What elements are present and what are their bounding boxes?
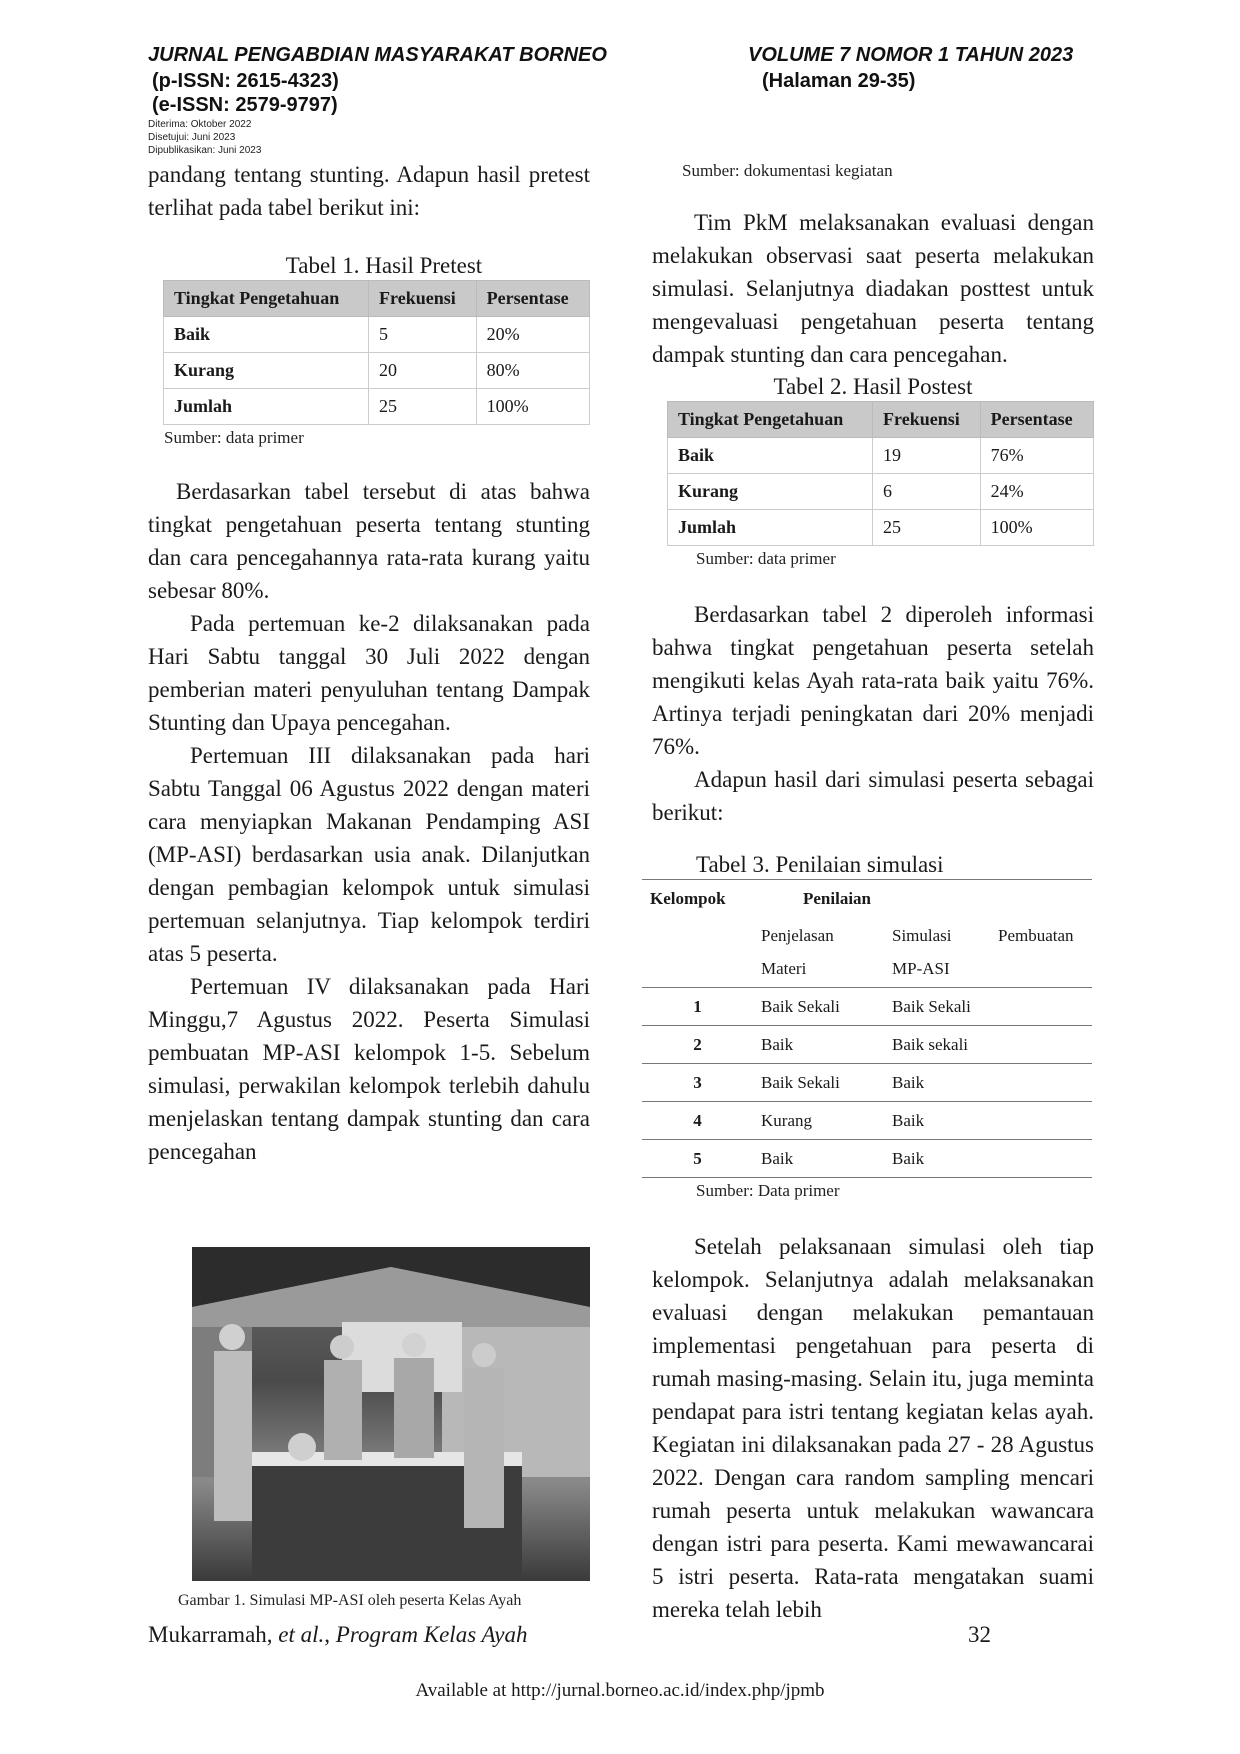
page-range: (Halaman 29-35) <box>762 70 916 92</box>
table-cell: 80% <box>476 353 589 389</box>
paragraph: Tim PkM melaksanakan evaluasi dengan melakukan observasi saat peserta melakukan simulasi. Selanjutnya diadakan posttest untuk mengevaluasi pengetahuan peserta tentang dampak stunting dan cara pencegahan. <box>652 210 1094 367</box>
table-cell: 20% <box>476 317 589 353</box>
table2-source: Sumber: data primer <box>696 549 836 568</box>
table2 <box>667 401 1094 546</box>
table-cell: 19 <box>873 438 981 474</box>
table2-caption: Tabel 2. Hasil Postest <box>773 374 973 399</box>
article-dates <box>148 118 261 157</box>
table3 <box>642 879 1092 1178</box>
table-row <box>668 510 1094 546</box>
table-cell: 1 <box>642 988 753 1026</box>
table-row <box>642 1102 1092 1140</box>
table-cell: Baik <box>753 1026 884 1064</box>
left-column <box>148 158 590 1168</box>
e-issn: (e-ISSN: 2579-9797) <box>152 94 338 116</box>
table-cell: Baik <box>668 438 873 474</box>
table-cell: 100% <box>980 510 1093 546</box>
table-cell: Kurang <box>164 353 369 389</box>
activity-photo <box>192 1247 590 1581</box>
table-cell: Baik <box>884 1102 1092 1140</box>
paragraph: Pertemuan IV dilaksanakan pada Hari Minggu,7 Agustus 2022. Peserta Simulasi pembuatan MP-ASI kelompok 1-5. Sebelum simulasi, perwakilan kelompok terlebih dahulu menjelaskan tentang dampak stunting dan cara pencegahan <box>148 974 590 1164</box>
table3-subheader: Pembuatan <box>990 917 1092 988</box>
table1-header: Persentase <box>476 281 589 317</box>
table1 <box>163 280 590 425</box>
paragraph: Berdasarkan tabel 2 diperoleh informasi bahwa tingkat pengetahuan peserta setelah mengikuti kelas Ayah rata-rata baik yaitu 76%. Artinya terjadi peningkatan dari 20% menjadi 76%. <box>652 602 1094 759</box>
paragraph: pandang tentang stunting. Adapun hasil pretest terlihat pada tabel berikut ini: <box>148 162 590 220</box>
table-row <box>164 317 590 353</box>
photo-illustration <box>192 1247 590 1581</box>
table-cell: Jumlah <box>668 510 873 546</box>
table-cell: Baik <box>884 1064 1092 1102</box>
journal-title: JURNAL PENGABDIAN MASYARAKAT BORNEO <box>148 44 607 66</box>
table-cell: 5 <box>642 1140 753 1178</box>
table1-header: Frekuensi <box>369 281 477 317</box>
table2-header: Tingkat Pengetahuan <box>668 402 873 438</box>
table-row <box>642 1064 1092 1102</box>
figure-caption: Gambar 1. Simulasi MP-ASI oleh peserta Kelas Ayah <box>178 1592 522 1609</box>
table-row <box>164 353 590 389</box>
footer-etal: et al. <box>278 1622 325 1647</box>
table-cell: 25 <box>873 510 981 546</box>
table-cell: 6 <box>873 474 981 510</box>
table-cell: Baik <box>884 1140 1092 1178</box>
table-cell: 100% <box>476 389 589 425</box>
running-footer <box>148 1622 527 1648</box>
paragraph: Pada pertemuan ke-2 dilaksanakan pada Hari Sabtu tanggal 30 Juli 2022 dengan pemberian materi penyuluhan tentang Dampak Stunting dan Upaya pencegahan. <box>148 611 590 735</box>
table-cell: Baik Sekali <box>753 1064 884 1102</box>
paragraph: Pertemuan III dilaksanakan pada hari Sabtu Tanggal 06 Agustus 2022 dengan materi cara menyiapkan Makanan Pendamping ASI (MP-ASI) berdasarkan usia anak. Dilanjutkan dengan pembagian kelompok untuk simulasi pertemuan selanjutnya. Tiap kelompok terdiri atas 5 peserta. <box>148 743 590 966</box>
table3-header: Penilaian <box>753 880 1092 918</box>
table1-header: Tingkat Pengetahuan <box>164 281 369 317</box>
table3-header: Kelompok <box>642 880 753 918</box>
table-cell: 20 <box>369 353 477 389</box>
table1-caption: Tabel 1. Hasil Pretest <box>285 253 483 278</box>
paragraph: Setelah pelaksanaan simulasi oleh tiap kelompok. Selanjutnya adalah melaksanakan evaluasi dengan melakukan pemantauan implementasi pengetahuan para peserta di rumah masing-masing. Selain itu, juga meminta pendapat para istri tentang kegiatan kelas ayah. Kegiatan ini dilaksanakan pada 27 - 28 Agustus 2022. Dengan cara random sampling mencari rumah peserta untuk melakukan wawancara dengan istri para peserta. Kami mewawancarai 5 istri peserta. Rata-rata mengatakan suami mereka telah lebih <box>652 1234 1094 1622</box>
received-date: Diterima: Oktober 2022 <box>148 119 252 130</box>
availability-url: Available at http://jurnal.borneo.ac.id/index.php/jpmb <box>415 1680 825 1701</box>
table-cell: 3 <box>642 1064 753 1102</box>
table-row <box>668 474 1094 510</box>
table-cell: Baik sekali <box>884 1026 1092 1064</box>
table-row <box>642 1140 1092 1178</box>
table-row <box>164 389 590 425</box>
table3-subheader: Simulasi MP-ASI <box>884 917 990 988</box>
table-cell: Jumlah <box>164 389 369 425</box>
figure-source: Sumber: dokumentasi kegiatan <box>682 161 893 180</box>
table3-source: Sumber: Data primer <box>696 1181 840 1200</box>
published-date: Dipublikasikan: Juni 2023 <box>148 145 262 156</box>
table2-header: Persentase <box>980 402 1093 438</box>
footer-separator: , <box>324 1622 336 1647</box>
table-row <box>642 1026 1092 1064</box>
approved-date: Disetujui: Juni 2023 <box>148 132 236 143</box>
table-cell: Kurang <box>753 1102 884 1140</box>
table3-subheader: Penjelasan Materi <box>753 917 884 988</box>
right-column <box>652 158 1094 1626</box>
table-cell: 5 <box>369 317 477 353</box>
table-row <box>668 438 1094 474</box>
table-cell: 24% <box>980 474 1093 510</box>
table-cell: Baik <box>164 317 369 353</box>
footer-title: Program Kelas Ayah <box>335 1622 528 1647</box>
table-cell: Kurang <box>668 474 873 510</box>
table-cell: Baik <box>753 1140 884 1178</box>
table-cell: 76% <box>980 438 1093 474</box>
table-cell: 4 <box>642 1102 753 1140</box>
table1-source: Sumber: data primer <box>164 428 304 447</box>
volume-info: VOLUME 7 NOMOR 1 TAHUN 2023 <box>748 44 1074 66</box>
table2-header: Frekuensi <box>873 402 981 438</box>
footer-authors: Mukarramah, <box>148 1622 279 1647</box>
table-cell: 25 <box>369 389 477 425</box>
table-cell: 2 <box>642 1026 753 1064</box>
table-cell: Baik Sekali <box>753 988 884 1026</box>
paragraph: Adapun hasil dari simulasi peserta sebagai berikut: <box>652 767 1094 825</box>
p-issn: (p-ISSN: 2615-4323) <box>152 70 339 92</box>
paragraph: Berdasarkan tabel tersebut di atas bahwa tingkat pengetahuan peserta tentang stunting dan cara pencegahannya rata-rata kurang yaitu sebesar 80%. <box>148 479 590 603</box>
page-number: 32 <box>968 1622 991 1647</box>
table-cell: Baik Sekali <box>884 988 1092 1026</box>
table3-caption: Tabel 3. Penilaian simulasi <box>696 852 944 877</box>
table-row <box>642 988 1092 1026</box>
